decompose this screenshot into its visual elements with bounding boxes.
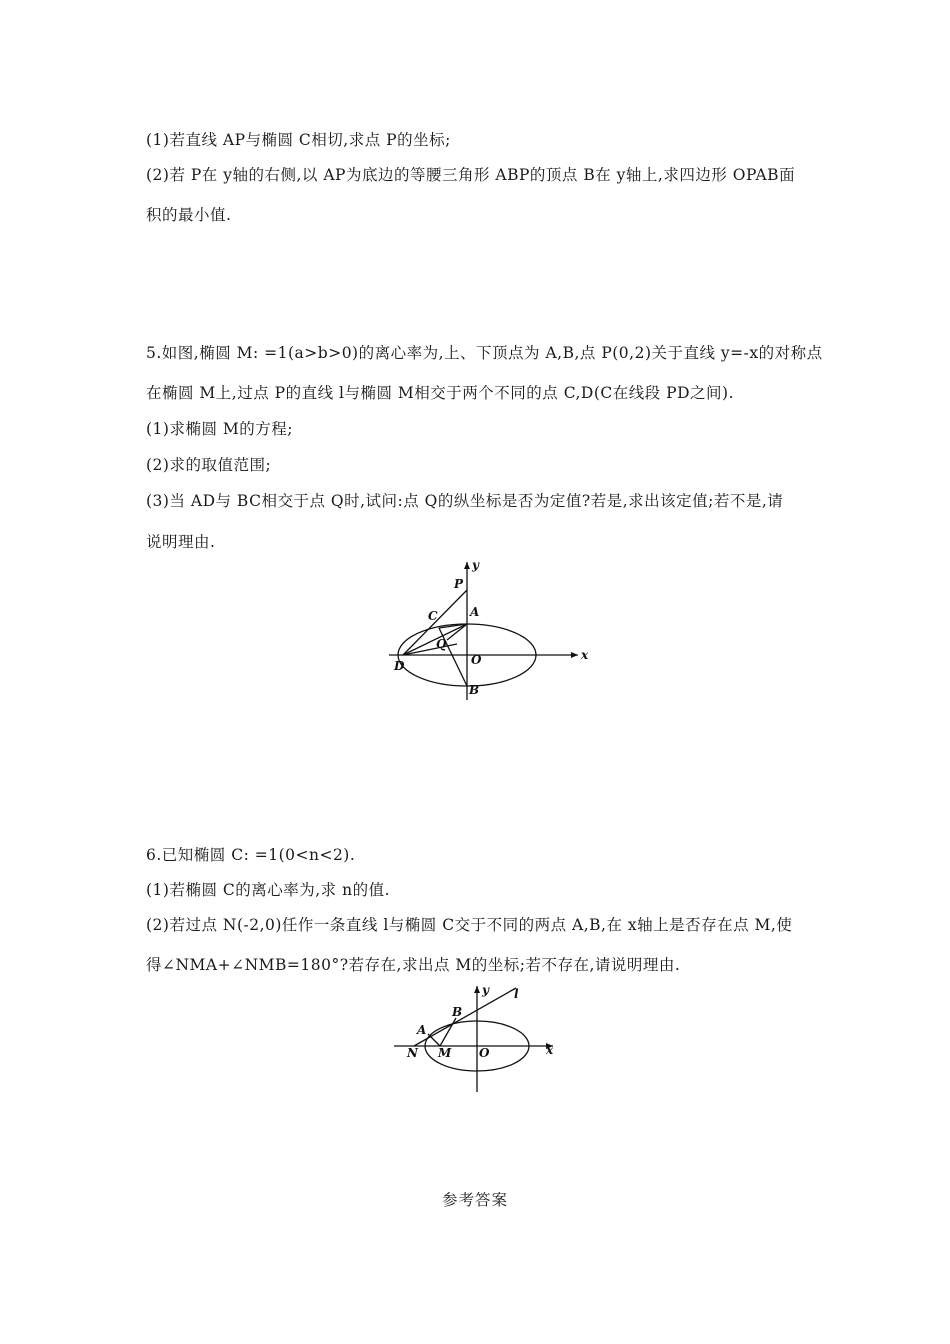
label-a: A bbox=[470, 605, 480, 619]
problem6-part2-line1: (2)若过点 N(-2,0)任作一条直线 l与椭圆 C交于不同的两点 A,B,在 x轴上是否存在点 M,使 bbox=[146, 916, 793, 934]
x-axis-arrow bbox=[571, 652, 578, 658]
label-o: O bbox=[479, 1046, 490, 1060]
label-b: B bbox=[452, 1005, 463, 1019]
label-c: C bbox=[428, 609, 438, 623]
problem5-stem-line1: 5.如图,椭圆 M: =1(a>b>0)的离心率为,上、下顶点为 A,B,点 P(0,2)关于直线 y=-x的对称点 bbox=[146, 344, 823, 362]
problem5-stem-line2: 在椭圆 M上,过点 P的直线 l与椭圆 M相交于两个不同的点 C,D(C在线段 PD之间). bbox=[146, 384, 735, 402]
segment-mb bbox=[440, 1018, 456, 1046]
label-x: x bbox=[581, 648, 589, 662]
label-m: M bbox=[438, 1046, 452, 1060]
problem4-part2-line2: 积的最小值. bbox=[146, 206, 232, 224]
problem5-part2: (2)求的取值范围; bbox=[146, 456, 272, 474]
answer-heading: 参考答案 bbox=[441, 1191, 508, 1209]
label-p: P bbox=[454, 577, 464, 591]
label-y: y bbox=[472, 558, 479, 572]
segment-ad bbox=[403, 624, 467, 655]
label-b: B bbox=[469, 683, 480, 697]
y-axis-arrow bbox=[464, 562, 470, 569]
label-n: N bbox=[407, 1046, 418, 1060]
problem4-part2-line1: (2)若 P在 y轴的右侧,以 AP为底边的等腰三角形 ABP的顶点 B在 y轴上,求四边形 OPAB面 bbox=[146, 166, 796, 184]
label-l: l bbox=[514, 987, 519, 1001]
problem6-part2-line2: 得∠NMA+∠NMB=180°?若存在,求出点 M的坐标;若不存在,请说明理由. bbox=[146, 956, 681, 974]
problem6-stem: 6.已知椭圆 C: =1(0<n<2). bbox=[146, 846, 356, 864]
problem5-figure bbox=[385, 558, 595, 703]
label-y: y bbox=[482, 983, 489, 997]
segment-ma bbox=[428, 1034, 440, 1046]
label-a: A bbox=[417, 1023, 427, 1037]
label-q: Q bbox=[436, 637, 447, 651]
problem4-part1: (1)若直线 AP与椭圆 C相切,求点 P的坐标; bbox=[146, 131, 451, 149]
problem5-part3-line2: 说明理由. bbox=[146, 533, 216, 551]
problem5-part3-line1: (3)当 AD与 BC相交于点 Q时,试问:点 Q的纵坐标是否为定值?若是,求出该定值;若不是,请 bbox=[146, 492, 784, 510]
label-d: D bbox=[394, 659, 405, 673]
label-x: x bbox=[546, 1043, 554, 1057]
label-o: O bbox=[471, 653, 482, 667]
problem6-figure bbox=[390, 982, 565, 1094]
line-l bbox=[414, 988, 516, 1046]
problem6-part1: (1)若椭圆 C的离心率为,求 n的值. bbox=[146, 881, 391, 899]
problem5-part1: (1)求椭圆 M的方程; bbox=[146, 420, 293, 438]
y-axis-arrow bbox=[474, 986, 480, 993]
